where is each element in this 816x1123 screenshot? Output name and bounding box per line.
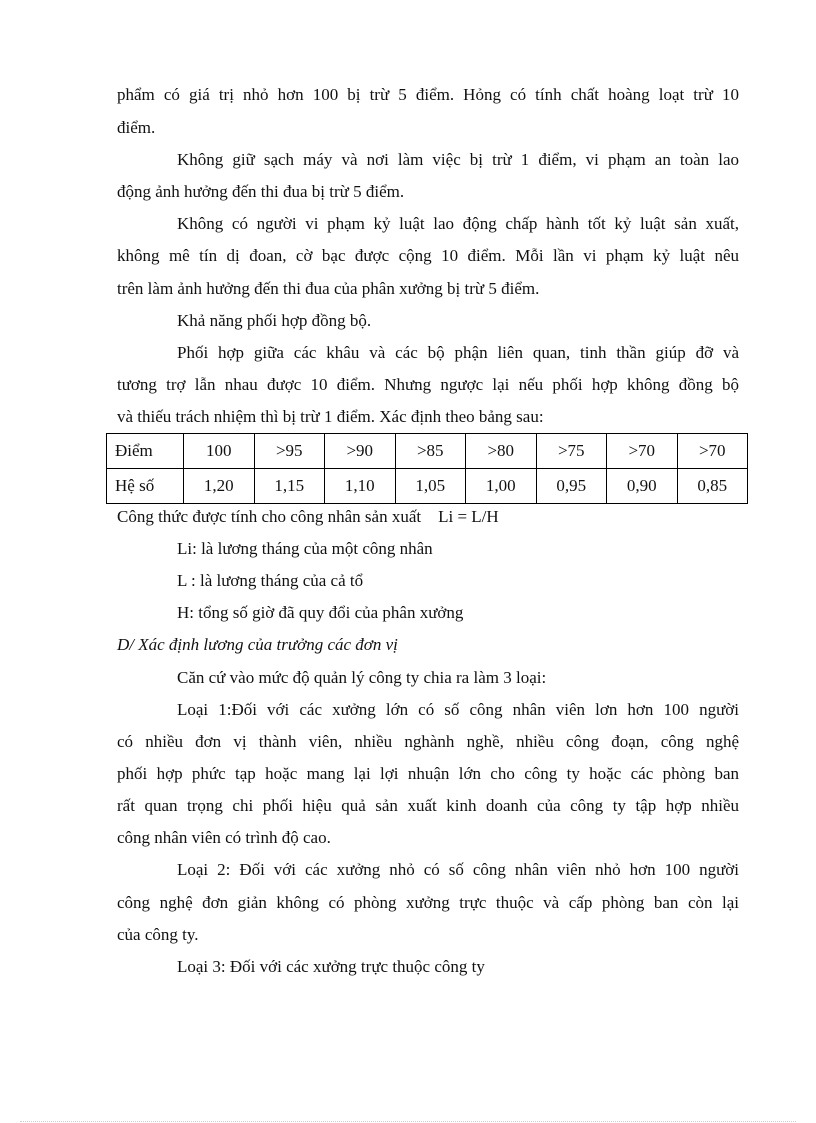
paragraph-line: công nhân viên có trình độ cao. [117,828,331,847]
paragraph-line: Loại 2: Đối với các xưởng nhỏ có số công nhân viên nhỏ hơn 100 người [177,860,739,879]
paragraph-line: phối hợp phức tạp hoặc mang lại lợi nhuận lớn cho công ty hoặc các phòng ban [117,764,739,783]
paragraph-line: trên làm ảnh hưởng đến thi đua của phân xưởng bị trừ 5 điểm. [117,279,540,298]
table-cell: >80 [466,434,537,469]
paragraph-line: của công ty. [117,925,199,944]
page-bottom-divider [20,1121,796,1122]
table-cell: 0,85 [677,469,748,504]
definition-line: Li: là lương tháng của một công nhân [177,539,433,558]
paragraph-line: Phối hợp giữa các khâu và các bộ phận liên quan, tinh thần giúp đỡ và [177,343,739,362]
table-cell: >75 [536,434,607,469]
table-cell: >90 [325,434,396,469]
table-cell: 1,15 [254,469,325,504]
paragraph-line: điểm. [117,118,156,137]
score-coefficient-table [106,433,748,504]
table-cell: >95 [254,434,325,469]
table-cell: 1,05 [395,469,466,504]
table-cell: >85 [395,434,466,469]
table-cell: 1,10 [325,469,396,504]
paragraph-line: có nhiều đơn vị thành viên, nhiều nghành nghề, nhiều công đoạn, công nghệ [117,732,739,751]
table-cell: 0,90 [607,469,678,504]
table-cell: >70 [677,434,748,469]
table-cell: 100 [184,434,255,469]
definition-line: L : là lương tháng của cả tổ [177,571,364,590]
formula-line: Công thức được tính cho công nhân sản xuất Li = L/H [117,507,499,526]
table-cell: 1,00 [466,469,537,504]
table-row-coefficient [107,469,748,504]
paragraph-line: phẩm có giá trị nhỏ hơn 100 bị trừ 5 điểm. Hỏng có tính chất hoàng loạt trừ 10 [117,85,739,104]
paragraph-line: Loại 1:Đối với các xưởng lớn có số công nhân viên lơn hơn 100 người [177,700,739,719]
table-cell: 0,95 [536,469,607,504]
section-heading: D/ Xác định lương của trưởng các đơn vị [117,635,398,654]
table-cell: >70 [607,434,678,469]
table-cell: 1,20 [184,469,255,504]
paragraph-line: và thiếu trách nhiệm thì bị trừ 1 điểm. Xác định theo bảng sau: [117,407,544,426]
paragraph-line: công nghệ đơn giản không có phòng xưởng trực thuộc và cấp phòng ban còn lại [117,893,739,912]
paragraph-line: Căn cứ vào mức độ quản lý công ty chia ra làm 3 loại: [177,668,547,687]
table-cell-label: Điểm [107,434,184,469]
table-cell-label: Hệ số [107,469,184,504]
paragraph-line: động ảnh hưởng đến thi đua bị trừ 5 điểm. [117,182,405,201]
paragraph-line: Loại 3: Đối với các xưởng trực thuộc công ty [177,957,485,976]
paragraph-line: Không giữ sạch máy và nơi làm việc bị trừ 1 điểm, vi phạm an toàn lao [177,150,739,169]
definition-line: H: tổng số giờ đã quy đổi của phân xưởng [177,603,464,622]
paragraph-line: Khả năng phối hợp đồng bộ. [177,311,372,330]
paragraph-line: rất quan trọng chi phối hiệu quả sản xuất kinh doanh của công ty tập hợp nhiều [117,796,739,815]
table-row-score [107,434,748,469]
paragraph-line: tương trợ lẫn nhau được 10 điểm. Nhưng ngược lại nếu phối hợp không đồng bộ [117,375,739,394]
paragraph-line: không mê tín dị đoan, cờ bạc được cộng 10 điểm. Mỗi lần vi phạm kỷ luật nêu [117,246,739,265]
paragraph-line: Không có người vi phạm kỷ luật lao động chấp hành tốt kỷ luật sản xuất, [177,214,739,233]
